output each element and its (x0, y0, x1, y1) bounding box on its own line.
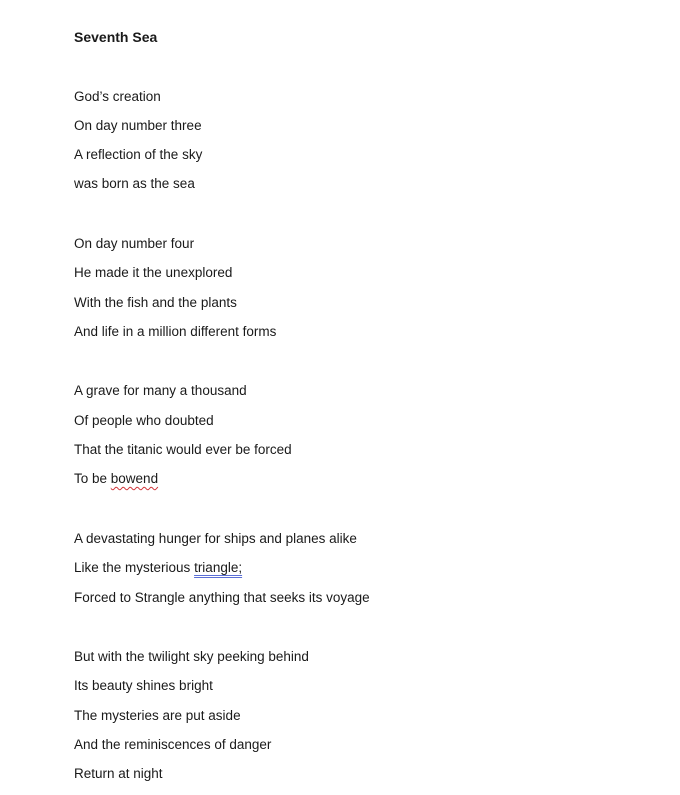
poem-line: Of people who doubted (74, 413, 214, 428)
poem-line: A devastating hunger for ships and planes alike (74, 531, 357, 546)
line-text: To be (74, 471, 111, 486)
grammar-suggestion-word[interactable]: triangle; (194, 560, 243, 575)
poem-line: Its beauty shines bright (74, 678, 213, 693)
poem-line: But with the twilight sky peeking behind (74, 649, 309, 664)
poem-line: Return at night (74, 766, 163, 781)
line-text: Like the mysterious (74, 560, 195, 575)
spelling-error-word[interactable]: bowend (110, 471, 159, 486)
poem-title: Seventh Sea (74, 29, 158, 45)
poem-line: A grave for many a thousand (74, 383, 247, 398)
poem-line: And life in a million different forms (74, 324, 277, 339)
poem-line (74, 470, 158, 488)
poem-line: God’s creation (74, 89, 161, 104)
poem-line: He made it the unexplored (74, 265, 233, 280)
poem-line: A reflection of the sky (74, 147, 203, 162)
poem-line: The mysteries are put aside (74, 708, 241, 723)
poem-line: On day number three (74, 118, 202, 133)
poem-line: With the fish and the plants (74, 295, 237, 310)
poem-line: And the reminiscences of danger (74, 737, 272, 752)
poem-line: On day number four (74, 236, 195, 251)
poem-line: That the titanic would ever be forced (74, 442, 292, 457)
poem-line (74, 559, 242, 577)
poem-line: Forced to Strangle anything that seeks its voyage (74, 590, 370, 605)
poem-line: was born as the sea (74, 176, 195, 191)
